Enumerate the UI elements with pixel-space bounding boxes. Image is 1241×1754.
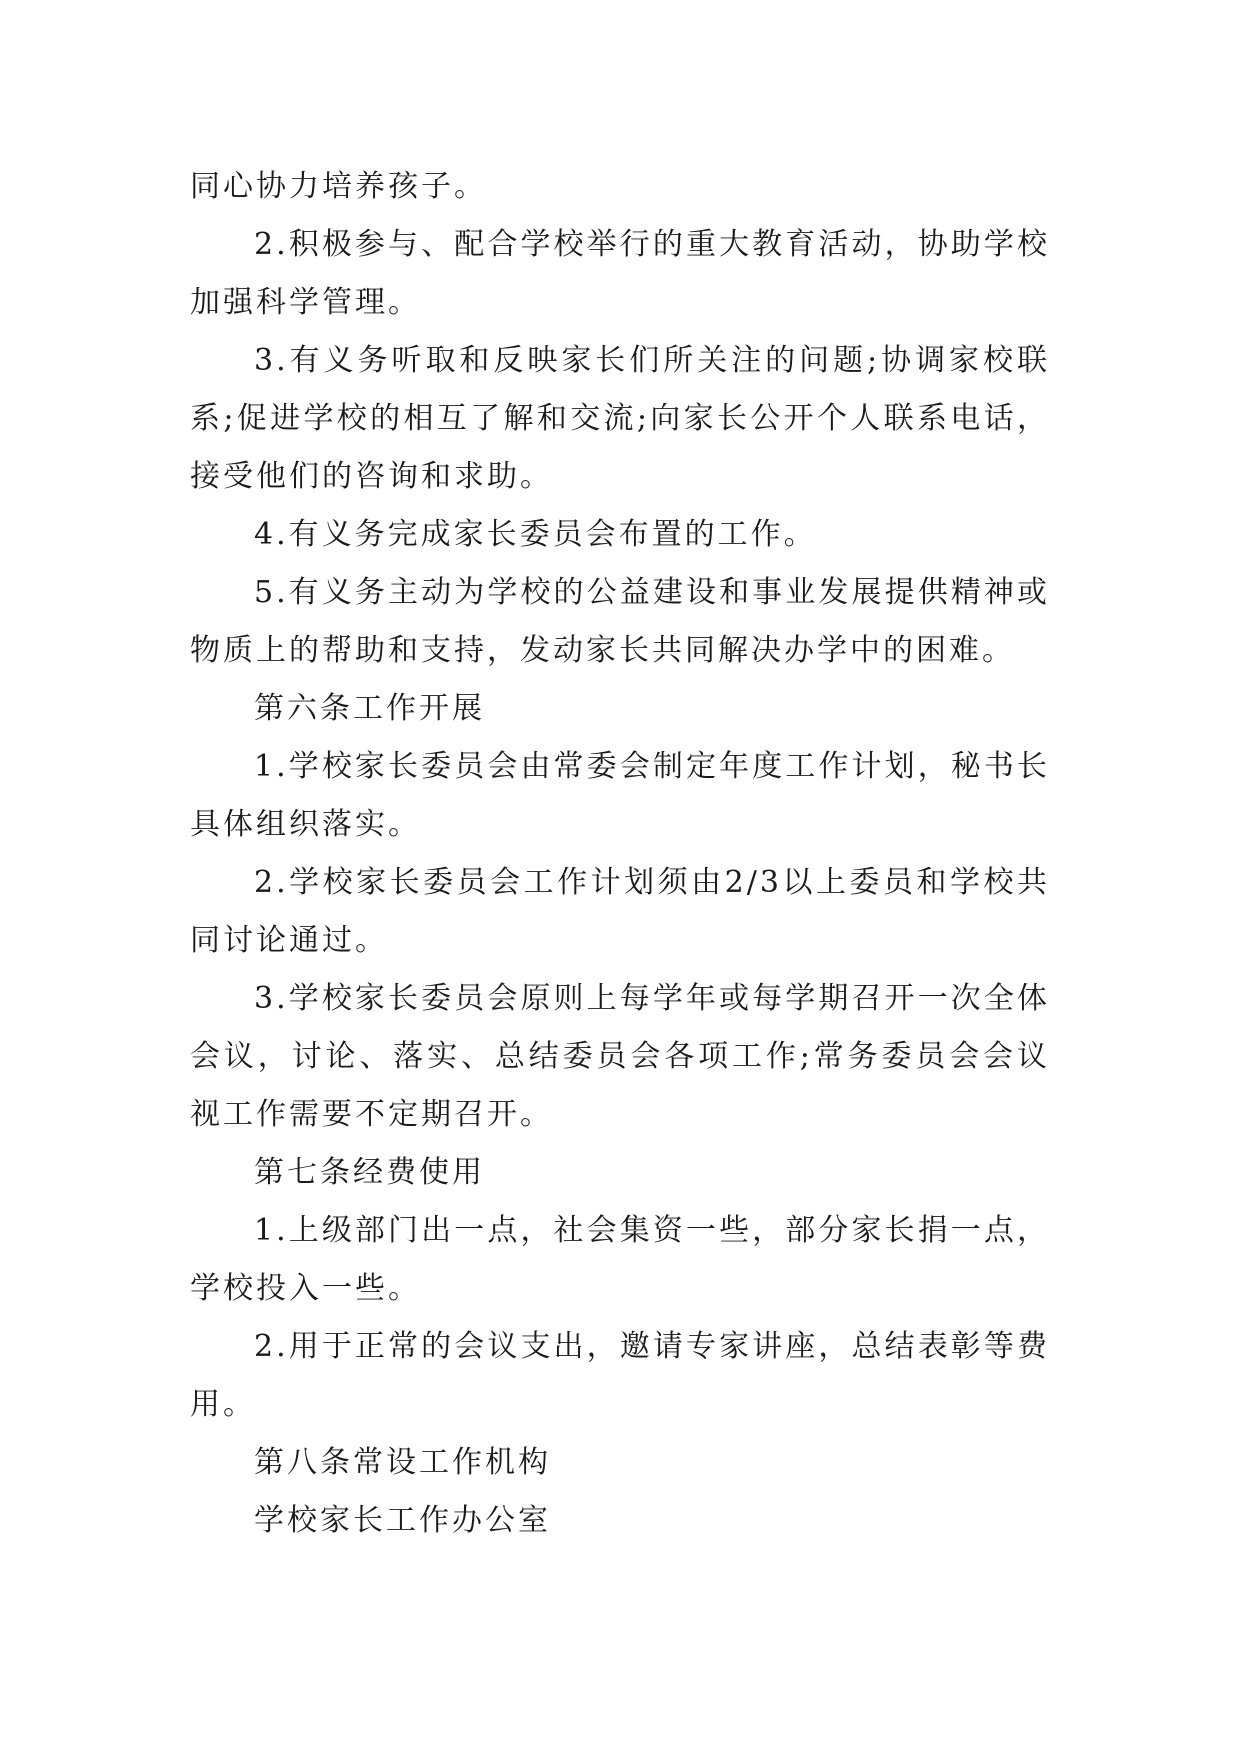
paragraph-article-6-item-1: 1.学校家长委员会由常委会制定年度工作计划，秘书长具体组织落实。: [190, 749, 1050, 842]
paragraph-article-7-item-1: 1.上级部门出一点，社会集资一些，部分家长捐一点，学校投入一些。: [190, 1213, 1050, 1306]
paragraph-item-2: 2.积极参与、配合学校举行的重大教育活动，协助学校加强科学管理。: [190, 227, 1050, 320]
section-heading-article-7: 第七条经费使用: [254, 1155, 485, 1190]
article-8-office-name: 学校家长工作办公室: [254, 1503, 551, 1538]
section-heading-article-6: 第六条工作开展: [254, 691, 485, 726]
paragraph-article-7-item-2: 2.用于正常的会议支出，邀请专家讲座，总结表彰等费用。: [190, 1329, 1050, 1422]
paragraph-continuation: 同心协力培养孩子。: [190, 169, 487, 204]
paragraph-item-5: 5.有义务主动为学校的公益建设和事业发展提供精神或物质上的帮助和支持，发动家长共同解决办学中的困难。: [190, 575, 1050, 668]
paragraph-item-3: 3.有义务听取和反映家长们所关注的问题;协调家校联系;促进学校的相互了解和交流;向家长公开个人联系电话，接受他们的咨询和求助。: [190, 343, 1050, 494]
paragraph-item-4: 4.有义务完成家长委员会布置的工作。: [254, 517, 817, 552]
paragraph-article-6-item-3: 3.学校家长委员会原则上每学年或每学期召开一次全体会议，讨论、落实、总结委员会各项工作;常务委员会会议视工作需要不定期召开。: [190, 981, 1050, 1132]
section-heading-article-8: 第八条常设工作机构: [254, 1445, 551, 1480]
document-page: [190, 158, 1050, 1550]
paragraph-article-6-item-2: 2.学校家长委员会工作计划须由2/3以上委员和学校共同讨论通过。: [190, 865, 1050, 958]
